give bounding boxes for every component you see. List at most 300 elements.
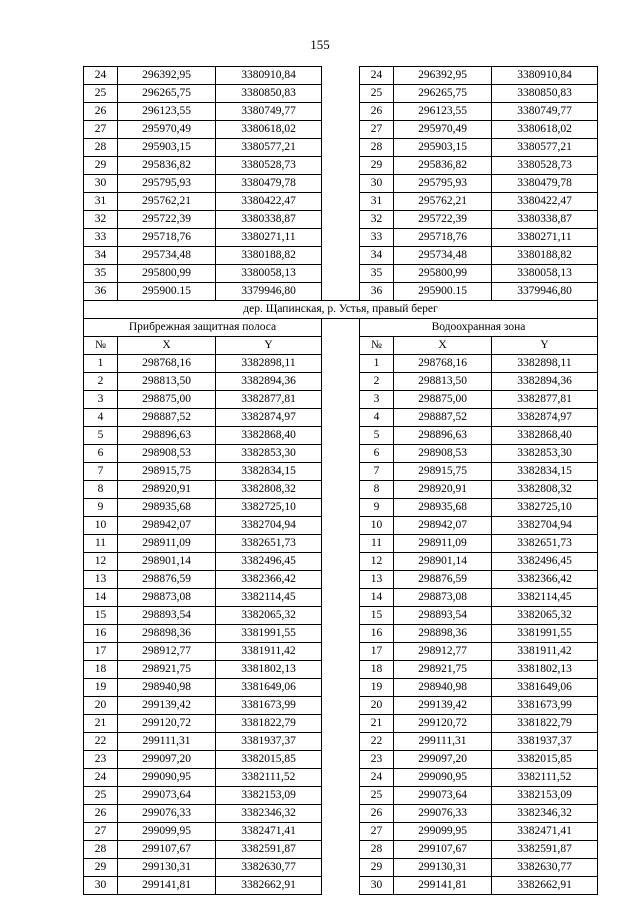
x-coordinate: 299141,81 xyxy=(118,877,216,895)
x-coordinate: 295762,21 xyxy=(394,193,492,211)
x-coordinate: 299076,33 xyxy=(394,805,492,823)
column-gap xyxy=(322,697,360,715)
y-coordinate: 3382704,94 xyxy=(216,517,322,535)
point-number: 11 xyxy=(84,535,118,553)
x-coordinate: 295800,99 xyxy=(118,265,216,283)
table-row xyxy=(84,607,598,625)
y-coordinate: 3382874,97 xyxy=(492,409,598,427)
y-coordinate: 3380479,78 xyxy=(492,175,598,193)
x-coordinate: 298893,54 xyxy=(394,607,492,625)
point-number: 22 xyxy=(84,733,118,751)
point-number: 8 xyxy=(84,481,118,499)
column-gap xyxy=(322,409,360,427)
column-gap xyxy=(322,121,360,139)
y-coordinate: 3382898,11 xyxy=(492,355,598,373)
y-coordinate: 3382894,36 xyxy=(216,373,322,391)
y-coordinate: 3380479,78 xyxy=(216,175,322,193)
x-coordinate: 298887,52 xyxy=(394,409,492,427)
y-coordinate: 3382153,09 xyxy=(216,787,322,805)
y-coordinate: 3382868,40 xyxy=(492,427,598,445)
point-number: 30 xyxy=(360,175,394,193)
column-gap xyxy=(322,355,360,373)
point-number: 9 xyxy=(360,499,394,517)
point-number: 27 xyxy=(84,121,118,139)
x-coordinate: 295800,99 xyxy=(394,265,492,283)
y-coordinate: 3380058,13 xyxy=(492,265,598,283)
point-number: 10 xyxy=(360,517,394,535)
x-coordinate: 299076,33 xyxy=(118,805,216,823)
y-coordinate: 3381802,13 xyxy=(492,661,598,679)
point-number: 9 xyxy=(84,499,118,517)
point-number: 33 xyxy=(84,229,118,247)
point-number: 20 xyxy=(84,697,118,715)
point-number: 7 xyxy=(84,463,118,481)
point-number: 19 xyxy=(360,679,394,697)
column-gap xyxy=(322,463,360,481)
x-coordinate: 298920,91 xyxy=(394,481,492,499)
x-coordinate: 298912,77 xyxy=(394,643,492,661)
column-gap xyxy=(322,679,360,697)
x-coordinate: 299107,67 xyxy=(118,841,216,859)
table-row xyxy=(84,409,598,427)
table-row xyxy=(84,715,598,733)
x-coordinate: 298901,14 xyxy=(394,553,492,571)
y-coordinate: 3382366,42 xyxy=(492,571,598,589)
column-gap xyxy=(322,715,360,733)
table-row xyxy=(84,733,598,751)
y-coordinate: 3380850,83 xyxy=(216,85,322,103)
table-row xyxy=(84,769,598,787)
y-coordinate: 3380910,84 xyxy=(492,67,598,85)
x-coordinate: 296123,55 xyxy=(118,103,216,121)
x-coordinate: 299073,64 xyxy=(118,787,216,805)
section-title: дер. Щапинская, р. Устья, правый берег xyxy=(84,301,598,319)
column-gap xyxy=(322,427,360,445)
table-row xyxy=(84,193,598,211)
table-row xyxy=(84,499,598,517)
x-coordinate: 296265,75 xyxy=(118,85,216,103)
x-coordinate: 298768,16 xyxy=(394,355,492,373)
point-number: 18 xyxy=(360,661,394,679)
column-gap xyxy=(322,877,360,895)
y-coordinate: 3380749,77 xyxy=(216,103,322,121)
column-gap xyxy=(322,319,360,337)
y-coordinate: 3382630,77 xyxy=(216,859,322,877)
x-coordinate: 298921,75 xyxy=(118,661,216,679)
point-number: 28 xyxy=(84,841,118,859)
y-coordinate: 3380338,87 xyxy=(492,211,598,229)
table-row xyxy=(84,679,598,697)
y-coordinate: 3382015,85 xyxy=(492,751,598,769)
table-row xyxy=(84,643,598,661)
point-number: 34 xyxy=(84,247,118,265)
col-no-header: № xyxy=(84,337,118,355)
point-number: 7 xyxy=(360,463,394,481)
x-coordinate: 298935,68 xyxy=(394,499,492,517)
x-coordinate: 299097,20 xyxy=(394,751,492,769)
point-number: 27 xyxy=(84,823,118,841)
x-coordinate: 295836,82 xyxy=(394,157,492,175)
x-coordinate: 298901,14 xyxy=(118,553,216,571)
point-number: 29 xyxy=(360,157,394,175)
y-coordinate: 3382877,81 xyxy=(216,391,322,409)
x-coordinate: 298768,16 xyxy=(118,355,216,373)
point-number: 21 xyxy=(84,715,118,733)
coordinates-table xyxy=(83,66,598,895)
table-row xyxy=(84,85,598,103)
point-number: 29 xyxy=(84,157,118,175)
x-coordinate: 295722,39 xyxy=(118,211,216,229)
column-gap xyxy=(322,661,360,679)
y-coordinate: 3382874,97 xyxy=(216,409,322,427)
column-gap xyxy=(322,805,360,823)
y-coordinate: 3382153,09 xyxy=(492,787,598,805)
point-number: 11 xyxy=(360,535,394,553)
column-gap xyxy=(322,67,360,85)
column-gap xyxy=(322,157,360,175)
y-coordinate: 3382725,10 xyxy=(216,499,322,517)
column-gap xyxy=(322,787,360,805)
point-number: 23 xyxy=(84,751,118,769)
x-coordinate: 295718,76 xyxy=(394,229,492,247)
table-row xyxy=(84,355,598,373)
point-number: 27 xyxy=(360,823,394,841)
x-coordinate: 299097,20 xyxy=(118,751,216,769)
y-coordinate: 3380422,47 xyxy=(492,193,598,211)
point-number: 28 xyxy=(84,139,118,157)
column-gap xyxy=(322,517,360,535)
point-number: 24 xyxy=(360,67,394,85)
point-number: 18 xyxy=(84,661,118,679)
y-coordinate: 3382877,81 xyxy=(492,391,598,409)
point-number: 6 xyxy=(84,445,118,463)
x-coordinate: 295903,15 xyxy=(394,139,492,157)
point-number: 23 xyxy=(360,751,394,769)
column-gap xyxy=(322,391,360,409)
y-coordinate: 3382591,87 xyxy=(216,841,322,859)
table-row xyxy=(84,697,598,715)
y-coordinate: 3380058,13 xyxy=(216,265,322,283)
table-row xyxy=(84,481,598,499)
column-gap xyxy=(322,859,360,877)
x-coordinate: 295836,82 xyxy=(118,157,216,175)
y-coordinate: 3382651,73 xyxy=(216,535,322,553)
x-coordinate: 298915,75 xyxy=(394,463,492,481)
x-coordinate: 298875,00 xyxy=(394,391,492,409)
table-row xyxy=(84,67,598,85)
table-row xyxy=(84,157,598,175)
column-gap xyxy=(322,643,360,661)
point-number: 34 xyxy=(360,247,394,265)
y-coordinate: 3382065,32 xyxy=(492,607,598,625)
point-number: 14 xyxy=(360,589,394,607)
column-gap xyxy=(322,175,360,193)
x-coordinate: 298920,91 xyxy=(118,481,216,499)
y-coordinate: 3381911,42 xyxy=(216,643,322,661)
point-number: 36 xyxy=(84,283,118,301)
x-coordinate: 298896,63 xyxy=(394,427,492,445)
column-gap xyxy=(322,733,360,751)
point-number: 32 xyxy=(84,211,118,229)
table-row xyxy=(84,535,598,553)
point-number: 25 xyxy=(84,787,118,805)
table-row xyxy=(84,211,598,229)
y-coordinate: 3382366,42 xyxy=(216,571,322,589)
table-row xyxy=(84,139,598,157)
x-coordinate: 298875,00 xyxy=(118,391,216,409)
x-coordinate: 298911,09 xyxy=(118,535,216,553)
table-row xyxy=(84,121,598,139)
point-number: 30 xyxy=(84,175,118,193)
y-coordinate: 3382853,30 xyxy=(492,445,598,463)
point-number: 5 xyxy=(360,427,394,445)
table-row xyxy=(84,589,598,607)
x-coordinate: 298908,53 xyxy=(394,445,492,463)
x-coordinate: 298898,36 xyxy=(118,625,216,643)
column-gap xyxy=(322,229,360,247)
y-coordinate: 3382834,15 xyxy=(216,463,322,481)
x-coordinate: 299120,72 xyxy=(118,715,216,733)
y-coordinate: 3382725,10 xyxy=(492,499,598,517)
y-coordinate: 3381991,55 xyxy=(492,625,598,643)
y-coordinate: 3381822,79 xyxy=(216,715,322,733)
x-coordinate: 299141,81 xyxy=(394,877,492,895)
left-table-header: Прибрежная защитная полоса xyxy=(84,319,322,337)
table-row xyxy=(84,625,598,643)
x-coordinate: 298921,75 xyxy=(394,661,492,679)
x-coordinate: 299099,95 xyxy=(394,823,492,841)
y-coordinate: 3380338,87 xyxy=(216,211,322,229)
y-coordinate: 3382591,87 xyxy=(492,841,598,859)
point-number: 35 xyxy=(84,265,118,283)
point-number: 14 xyxy=(84,589,118,607)
table1-body xyxy=(84,67,598,301)
x-coordinate: 295718,76 xyxy=(118,229,216,247)
y-coordinate: 3382808,32 xyxy=(216,481,322,499)
y-coordinate: 3382471,41 xyxy=(492,823,598,841)
x-coordinate: 299139,42 xyxy=(394,697,492,715)
y-coordinate: 3382496,45 xyxy=(492,553,598,571)
y-coordinate: 3382630,77 xyxy=(492,859,598,877)
y-coordinate: 3382114,45 xyxy=(492,589,598,607)
y-coordinate: 3382496,45 xyxy=(216,553,322,571)
y-coordinate: 3380577,21 xyxy=(216,139,322,157)
y-coordinate: 3380618,02 xyxy=(492,121,598,139)
column-gap xyxy=(322,499,360,517)
column-gap xyxy=(322,535,360,553)
table-row xyxy=(84,463,598,481)
x-coordinate: 295734,48 xyxy=(394,247,492,265)
column-gap xyxy=(322,625,360,643)
point-number: 10 xyxy=(84,517,118,535)
y-coordinate: 3380271,11 xyxy=(216,229,322,247)
y-coordinate: 3381822,79 xyxy=(492,715,598,733)
y-coordinate: 3380577,21 xyxy=(492,139,598,157)
y-coordinate: 3382894,36 xyxy=(492,373,598,391)
point-number: 24 xyxy=(84,67,118,85)
col-x-header: X xyxy=(394,337,492,355)
y-coordinate: 3382471,41 xyxy=(216,823,322,841)
right-table-header: Водоохранная зона xyxy=(360,319,598,337)
x-coordinate: 296392,95 xyxy=(394,67,492,85)
y-coordinate: 3382704,94 xyxy=(492,517,598,535)
table-row xyxy=(84,877,598,895)
table-row xyxy=(84,247,598,265)
point-number: 30 xyxy=(360,877,394,895)
column-gap xyxy=(322,481,360,499)
point-number: 25 xyxy=(360,787,394,805)
y-coordinate: 3382015,85 xyxy=(216,751,322,769)
y-coordinate: 3382662,91 xyxy=(216,877,322,895)
x-coordinate: 298887,52 xyxy=(118,409,216,427)
x-coordinate: 298898,36 xyxy=(394,625,492,643)
col-x-header: X xyxy=(118,337,216,355)
x-coordinate: 299130,31 xyxy=(394,859,492,877)
column-gap xyxy=(322,337,360,355)
y-coordinate: 3382898,11 xyxy=(216,355,322,373)
point-number: 35 xyxy=(360,265,394,283)
point-number: 8 xyxy=(360,481,394,499)
point-number: 5 xyxy=(84,427,118,445)
point-number: 22 xyxy=(360,733,394,751)
point-number: 16 xyxy=(360,625,394,643)
col-y-header: Y xyxy=(492,337,598,355)
x-coordinate: 298908,53 xyxy=(118,445,216,463)
x-coordinate: 296123,55 xyxy=(394,103,492,121)
point-number: 17 xyxy=(84,643,118,661)
point-number: 13 xyxy=(360,571,394,589)
table-row xyxy=(84,823,598,841)
table-row xyxy=(84,265,598,283)
point-number: 27 xyxy=(360,121,394,139)
point-number: 25 xyxy=(360,85,394,103)
x-coordinate: 298940,98 xyxy=(118,679,216,697)
x-coordinate: 298935,68 xyxy=(118,499,216,517)
x-coordinate: 298911,09 xyxy=(394,535,492,553)
x-coordinate: 298942,07 xyxy=(394,517,492,535)
point-number: 20 xyxy=(360,697,394,715)
y-coordinate: 3380422,47 xyxy=(216,193,322,211)
y-coordinate: 3382651,73 xyxy=(492,535,598,553)
col-y-header: Y xyxy=(216,337,322,355)
point-number: 6 xyxy=(360,445,394,463)
table-row xyxy=(84,229,598,247)
column-gap xyxy=(322,589,360,607)
point-number: 31 xyxy=(84,193,118,211)
x-coordinate: 296265,75 xyxy=(394,85,492,103)
y-coordinate: 3381649,06 xyxy=(492,679,598,697)
point-number: 16 xyxy=(84,625,118,643)
x-coordinate: 299120,72 xyxy=(394,715,492,733)
y-coordinate: 3380188,82 xyxy=(216,247,322,265)
column-gap xyxy=(322,139,360,157)
point-number: 24 xyxy=(84,769,118,787)
point-number: 1 xyxy=(84,355,118,373)
x-coordinate: 299073,64 xyxy=(394,787,492,805)
point-number: 33 xyxy=(360,229,394,247)
x-coordinate: 299107,67 xyxy=(394,841,492,859)
x-coordinate: 295722,39 xyxy=(394,211,492,229)
point-number: 3 xyxy=(84,391,118,409)
point-number: 13 xyxy=(84,571,118,589)
point-number: 36 xyxy=(360,283,394,301)
table-row xyxy=(84,391,598,409)
column-gap xyxy=(322,247,360,265)
point-number: 4 xyxy=(360,409,394,427)
y-coordinate: 3381911,42 xyxy=(492,643,598,661)
x-coordinate: 295795,93 xyxy=(394,175,492,193)
col-no-header: № xyxy=(360,337,394,355)
y-coordinate: 3382346,32 xyxy=(216,805,322,823)
point-number: 28 xyxy=(360,841,394,859)
x-coordinate: 295970,49 xyxy=(394,121,492,139)
table-row xyxy=(84,427,598,445)
x-coordinate: 295900.15 xyxy=(118,283,216,301)
table-row xyxy=(84,805,598,823)
y-coordinate: 3382853,30 xyxy=(216,445,322,463)
y-coordinate: 3382346,32 xyxy=(492,805,598,823)
x-coordinate: 295900.15 xyxy=(394,283,492,301)
point-number: 29 xyxy=(84,859,118,877)
column-gap xyxy=(322,445,360,463)
point-number: 19 xyxy=(84,679,118,697)
column-gap xyxy=(322,769,360,787)
x-coordinate: 299090,95 xyxy=(118,769,216,787)
column-gap xyxy=(322,85,360,103)
y-coordinate: 3381937,37 xyxy=(492,733,598,751)
x-coordinate: 299111,31 xyxy=(118,733,216,751)
section-header xyxy=(84,301,598,355)
table-row xyxy=(84,751,598,769)
x-coordinate: 299090,95 xyxy=(394,769,492,787)
point-number: 25 xyxy=(84,85,118,103)
point-number: 2 xyxy=(360,373,394,391)
y-coordinate: 3381673,99 xyxy=(492,697,598,715)
point-number: 32 xyxy=(360,211,394,229)
x-coordinate: 298876,59 xyxy=(394,571,492,589)
x-coordinate: 299111,31 xyxy=(394,733,492,751)
y-coordinate: 3380528,73 xyxy=(216,157,322,175)
table-row xyxy=(84,373,598,391)
x-coordinate: 295734,48 xyxy=(118,247,216,265)
table-row xyxy=(84,661,598,679)
y-coordinate: 3382114,45 xyxy=(216,589,322,607)
y-coordinate: 3382111,52 xyxy=(216,769,322,787)
y-coordinate: 3381649,06 xyxy=(216,679,322,697)
point-number: 30 xyxy=(84,877,118,895)
point-number: 15 xyxy=(84,607,118,625)
x-coordinate: 298915,75 xyxy=(118,463,216,481)
x-coordinate: 298813,50 xyxy=(118,373,216,391)
y-coordinate: 3382065,32 xyxy=(216,607,322,625)
x-coordinate: 298940,98 xyxy=(394,679,492,697)
column-gap xyxy=(322,103,360,121)
point-number: 21 xyxy=(360,715,394,733)
column-gap xyxy=(322,553,360,571)
table-row xyxy=(84,283,598,301)
table2-body xyxy=(84,355,598,895)
point-number: 3 xyxy=(360,391,394,409)
page-number: 155 xyxy=(310,37,330,52)
x-coordinate: 298873,08 xyxy=(118,589,216,607)
point-number: 28 xyxy=(360,139,394,157)
point-number: 31 xyxy=(360,193,394,211)
y-coordinate: 3379946,80 xyxy=(492,283,598,301)
x-coordinate: 298813,50 xyxy=(394,373,492,391)
table-row xyxy=(84,841,598,859)
point-number: 12 xyxy=(84,553,118,571)
x-coordinate: 295762,21 xyxy=(118,193,216,211)
